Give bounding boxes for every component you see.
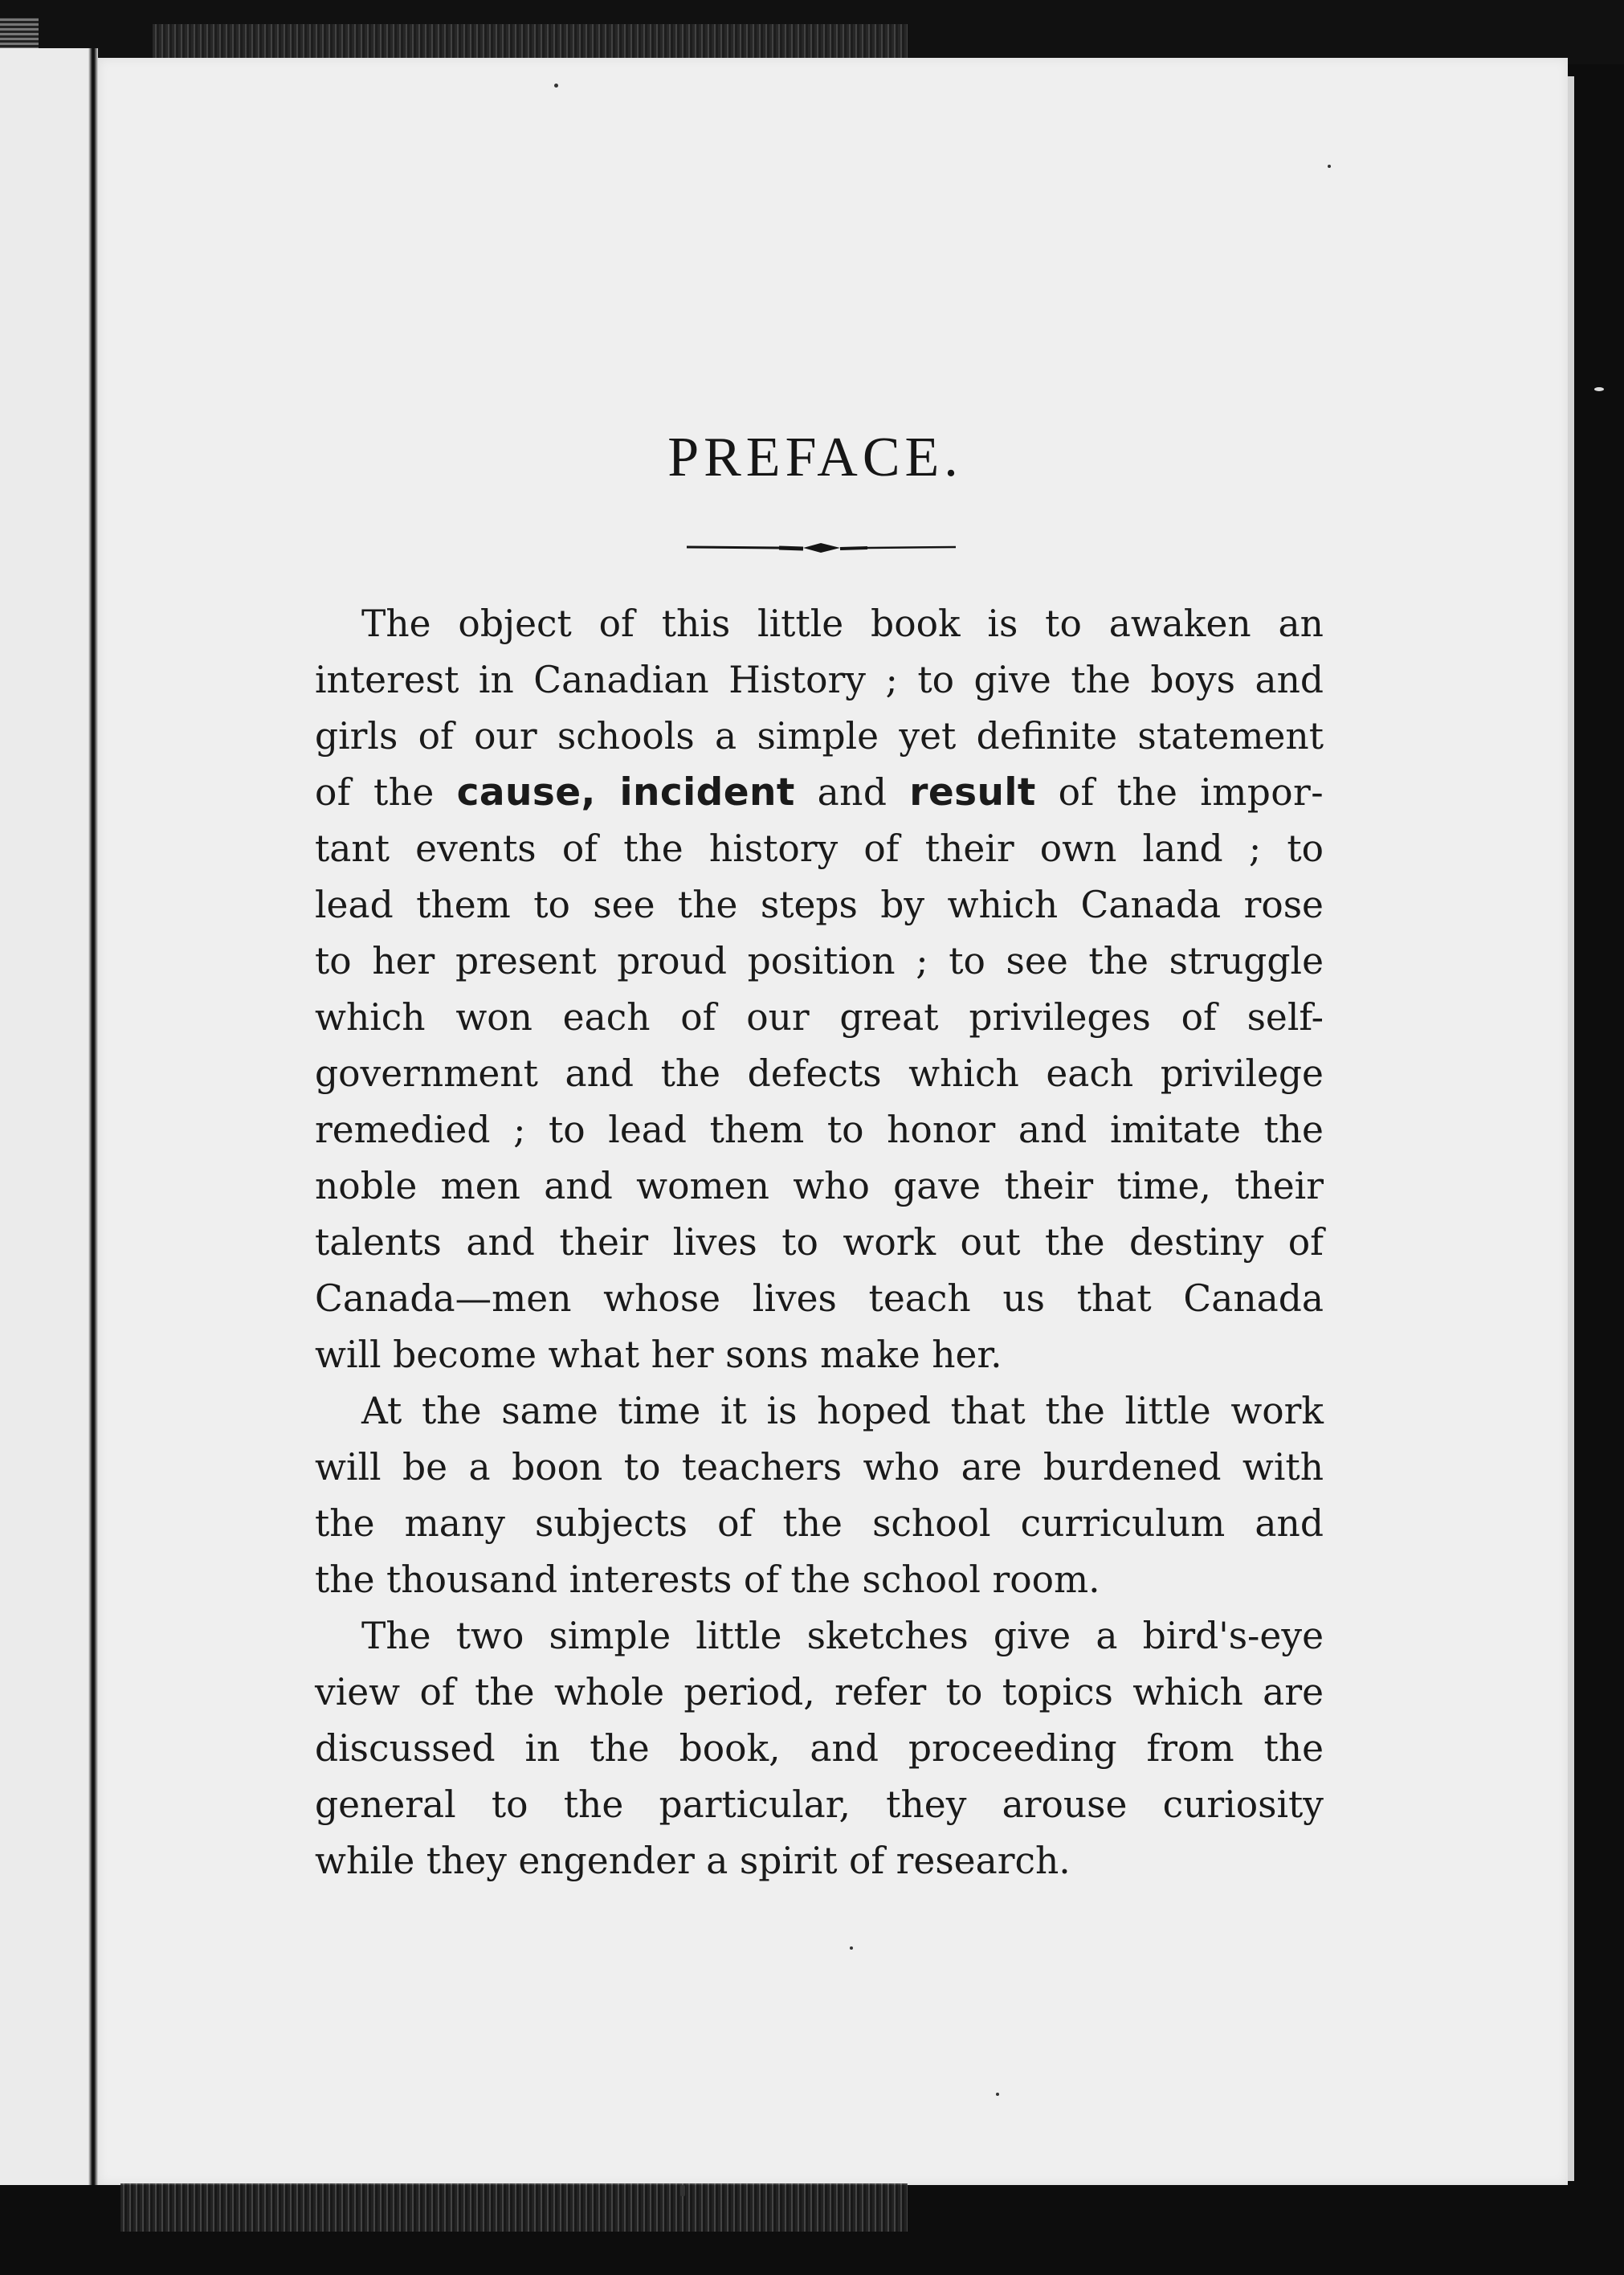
text-line: The object of this little book is to awaken an	[361, 602, 1324, 645]
paper-speck	[554, 84, 558, 88]
paper-speck	[850, 1946, 853, 1950]
binding-cloth-top	[153, 24, 908, 61]
page-gutter	[88, 48, 98, 2185]
right-page-edge	[1568, 76, 1574, 2181]
page-title: PREFACE.	[667, 427, 963, 488]
text-line: talents and their lives to work out the destiny of	[315, 1221, 1324, 1264]
text-line: tant events of the history of their own land ; to	[315, 827, 1324, 870]
text-line: noble men and women who gave their time, their	[315, 1165, 1324, 1207]
text-line: will be a boon to teachers who are burdened with	[315, 1446, 1324, 1489]
text-line: government and the defects which each privilege	[315, 1052, 1324, 1095]
emphasis-result: result	[909, 770, 1036, 815]
text-line: the many subjects of the school curriculum and	[315, 1502, 1324, 1545]
text-line: will become what her sons make her.	[315, 1334, 1002, 1376]
line-segment: of the	[315, 771, 457, 814]
text-line: which won each of our great privileges of self-	[315, 996, 1324, 1039]
text-line: interest in Canadian History ; to give the boys and	[315, 659, 1324, 701]
text-line-emphasis	[315, 765, 1324, 821]
paper-speck	[996, 2093, 999, 2096]
paper-speck	[1328, 165, 1331, 168]
title-ornament-rule	[683, 537, 960, 561]
paper-speck	[680, 2185, 685, 2196]
emphasis-cause-incident: cause, incident	[456, 770, 795, 815]
binding-cloth-bottom	[120, 2183, 908, 2232]
text-line: discussed in the book, and proceeding from the	[315, 1727, 1324, 1770]
text-line: lead them to see the steps by which Canada rose	[315, 884, 1324, 926]
text-line: general to the particular, they arouse curiosity	[315, 1783, 1324, 1826]
line-segment: of the impor-	[1035, 771, 1324, 814]
text-line: Canada—men whose lives teach us that Canada	[315, 1277, 1324, 1320]
line-segment: and	[794, 771, 910, 814]
text-line: while they engender a spirit of research.	[315, 1840, 1071, 1882]
text-line: to her present proud position ; to see the struggle	[315, 940, 1324, 982]
text-line: remedied ; to lead them to honor and imitate the	[315, 1109, 1324, 1151]
text-line: At the same time it is hoped that the little work	[361, 1390, 1324, 1432]
text-line: the thousand interests of the school room.	[315, 1558, 1100, 1601]
paper-speck	[1594, 387, 1604, 391]
corner-mark	[0, 18, 39, 50]
text-line: The two simple little sketches give a bird's-eye	[361, 1615, 1324, 1657]
left-page-edge	[0, 48, 98, 2185]
text-line: view of the whole period, refer to topics which are	[315, 1671, 1324, 1713]
preface-body	[315, 596, 1324, 1889]
text-line: girls of our schools a simple yet definite statement	[315, 715, 1324, 758]
